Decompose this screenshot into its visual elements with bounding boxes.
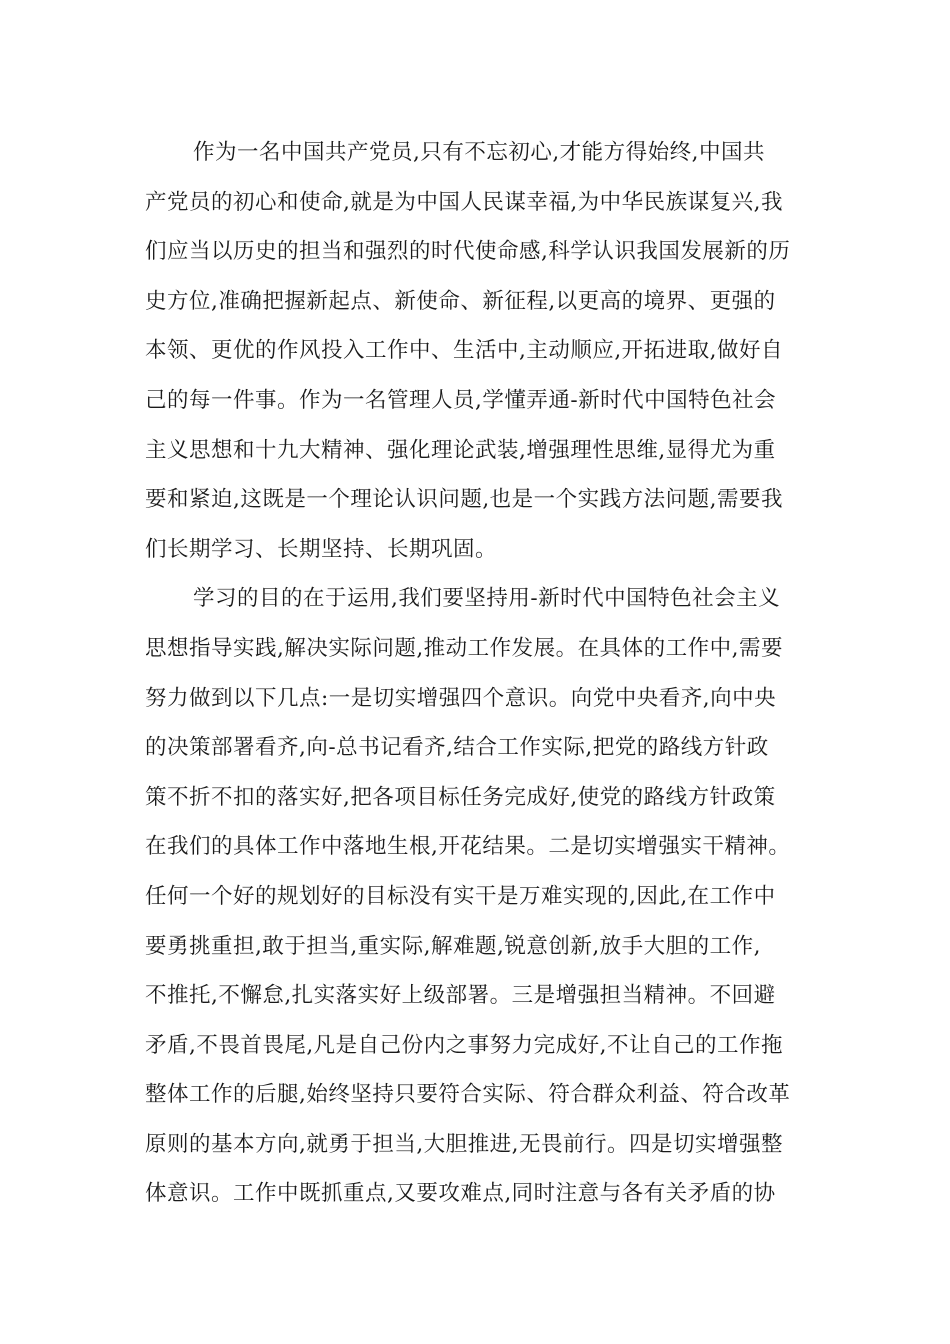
paragraph-2-line-9: 不推托,不懈怠,扎实落实好上级部署。三是增强担当精神。不回避 bbox=[145, 983, 776, 1009]
paragraph-2-line-11: 整体工作的后腿,始终坚持只要符合实际、符合群众利益、符合改革 bbox=[145, 1082, 791, 1108]
paragraph-1-line-9: 们长期学习、长期坚持、长期巩固。 bbox=[145, 536, 498, 562]
paragraph-1-line-7: 主义思想和十九大精神、强化理论武装,增强理性思维,显得尤为重 bbox=[145, 437, 776, 463]
paragraph-2-line-2: 思想指导实践,解决实际问题,推动工作发展。在具体的工作中,需要 bbox=[145, 635, 784, 661]
paragraph-1-line-6: 己的每一件事。作为一名管理人员,学懂弄通-新时代中国特色社会 bbox=[145, 387, 777, 413]
paragraph-2-line-10: 矛盾,不畏首畏尾,凡是自己份内之事努力完成好,不让自己的工作拖 bbox=[145, 1032, 784, 1058]
paragraph-2-line-6: 在我们的具体工作中落地生根,开花结果。二是切实增强实干精神。 bbox=[145, 834, 791, 860]
paragraph-1-line-8: 要和紧迫,这既是一个理论认识问题,也是一个实践方法问题,需要我 bbox=[145, 487, 784, 513]
paragraph-1-line-2: 产党员的初心和使命,就是为中国人民谋幸福,为中华民族谋复兴,我 bbox=[145, 189, 784, 215]
paragraph-1-line-1: 作为一名中国共产党员,只有不忘初心,才能方得始终,中国共 bbox=[193, 140, 766, 165]
paragraph-2-line-7: 任何一个好的规划好的目标没有实干是万难实现的,因此,在工作中 bbox=[145, 883, 776, 909]
paragraph-1-line-4: 史方位,准确把握新起点、新使命、新征程,以更高的境界、更强的 bbox=[145, 288, 776, 314]
paragraph-2-line-1: 学习的目的在于运用,我们要坚持用-新时代中国特色社会主义 bbox=[193, 586, 781, 612]
paragraph-2-line-8: 要勇挑重担,敢于担当,重实际,解难题,锐意创新,放手大胆的工作, bbox=[145, 933, 762, 959]
document-body bbox=[145, 128, 805, 1219]
paragraph-2-line-5: 策不折不扣的落实好,把各项目标任务完成好,使党的路线方针政策 bbox=[145, 784, 776, 810]
paragraph-2-line-12: 原则的基本方向,就勇于担当,大胆推进,无畏前行。四是切实增强整 bbox=[145, 1131, 784, 1157]
paragraph-2-line-4: 的决策部署看齐,向-总书记看齐,结合工作实际,把党的路线方针政 bbox=[145, 735, 769, 761]
paragraph-2-line-13: 体意识。工作中既抓重点,又要攻难点,同时注意与各有关矛盾的协 bbox=[145, 1181, 776, 1207]
paragraph-1-line-5: 本领、更优的作风投入工作中、生活中,主动顺应,开拓进取,做好自 bbox=[145, 338, 784, 364]
paragraph-2-line-3: 努力做到以下几点:一是切实增强四个意识。向党中央看齐,向中央 bbox=[145, 685, 777, 711]
paragraph-1-line-3: 们应当以历史的担当和强烈的时代使命感,科学认识我国发展新的历 bbox=[145, 239, 791, 265]
